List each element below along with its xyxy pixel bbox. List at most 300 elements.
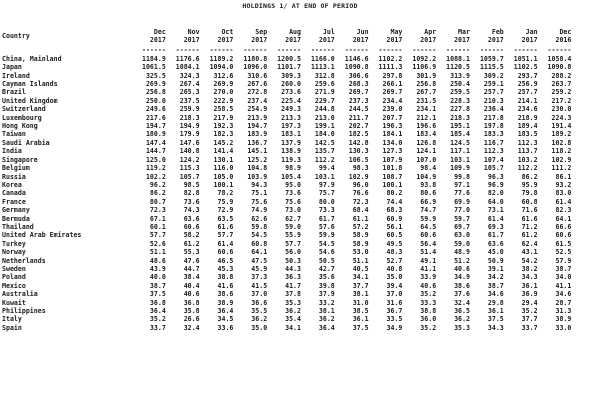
holding-value: 39.8 (318, 281, 335, 290)
holding-value: 80.6 (420, 189, 437, 198)
holding-value: 48.6 (149, 256, 166, 265)
holding-value: 191.4 (551, 122, 572, 131)
holding-value: 124.5 (450, 138, 470, 147)
holding-value: 69.9 (454, 197, 470, 206)
holding-value: 71.2 (521, 222, 538, 231)
holding-value: 179.9 (179, 130, 200, 139)
month-column-header (369, 28, 403, 45)
holding-value: 75.9 (217, 197, 234, 206)
holding-value: 60.1 (149, 222, 166, 231)
country-name: Belgium (2, 164, 30, 173)
holding-value: 35.2 (420, 323, 437, 332)
holding-value: 32.4 (183, 323, 200, 332)
holding-value: 197.3 (281, 122, 301, 131)
holding-value: 40.5 (352, 264, 369, 273)
holding-value: 199.1 (314, 122, 335, 131)
holding-value: 36.8 (183, 298, 200, 307)
holding-value: 59.7 (454, 214, 470, 223)
holding-value: 41.5 (251, 281, 268, 290)
holding-value: 118.2 (551, 147, 572, 156)
country-name: Japan (2, 63, 22, 72)
holding-value: 80.7 (149, 197, 166, 206)
holding-value: 38.8 (217, 273, 234, 282)
holding-value: 66.6 (555, 222, 572, 231)
holding-value: 40.8 (386, 264, 403, 273)
holding-value: 48.3 (386, 248, 403, 257)
holding-value: 119.2 (145, 164, 166, 173)
holding-value: 73.0 (285, 206, 301, 215)
year-label: 2017 (487, 36, 504, 45)
holding-value: 36.5 (454, 307, 470, 315)
holding-value: 145.2 (213, 138, 234, 147)
separator-dashes: ------ (243, 45, 268, 54)
holding-value: 38.8 (420, 307, 437, 315)
holding-value: 259.6 (314, 80, 335, 89)
holding-value: 258.5 (213, 105, 234, 114)
holding-value: 183.3 (483, 130, 504, 139)
holding-value: 107.0 (416, 155, 437, 164)
holding-value: 40.0 (149, 273, 166, 282)
holding-value: 236.4 (483, 105, 504, 114)
holding-value: 73.1 (487, 206, 504, 215)
holding-value: 105.7 (483, 164, 504, 173)
holding-value: 61.2 (521, 231, 538, 240)
month-label: Aug (289, 28, 301, 36)
holding-value: 111.2 (551, 164, 572, 173)
holding-value: 257.7 (517, 88, 538, 97)
holding-value: 127.3 (382, 147, 403, 156)
holding-value: 218.3 (179, 113, 200, 122)
holding-value: 106.5 (348, 155, 369, 164)
table-row (2, 80, 571, 88)
holding-value: 213.3 (281, 113, 301, 122)
country-name: Ireland (2, 71, 30, 80)
country-name: Singapore (2, 155, 38, 164)
holding-value: 38.2 (521, 264, 538, 273)
holding-value: 38.1 (352, 290, 369, 299)
table-row (2, 164, 571, 172)
holding-value: 268.3 (348, 80, 369, 89)
holding-value: 35.5 (251, 307, 268, 315)
holding-value: 96.0 (352, 180, 369, 189)
holding-value: 256.8 (416, 80, 437, 89)
holding-value: 108.7 (382, 172, 403, 181)
holding-value: 138.9 (281, 147, 301, 156)
holding-value: 33.7 (149, 323, 166, 332)
month-column-header (402, 28, 436, 45)
holding-value: 40.6 (183, 290, 200, 299)
holding-value: 59.0 (454, 239, 470, 248)
holding-value: 57.9 (555, 256, 572, 265)
holding-value: 293.7 (517, 71, 538, 80)
separator-dashes: ------ (547, 45, 572, 54)
holding-value: 62.6 (251, 214, 268, 223)
month-label: Apr (424, 28, 437, 36)
table-row (2, 299, 571, 307)
holding-value: 1115.5 (479, 63, 504, 72)
table-row (2, 198, 571, 206)
holding-value: 271.9 (314, 88, 335, 97)
year-label: 2017 (149, 36, 166, 45)
holding-value: 47.6 (183, 256, 200, 265)
holding-value: 36.9 (521, 290, 538, 299)
table-row (2, 55, 571, 63)
country-name: Kuwait (2, 298, 26, 307)
holding-value: 37.7 (352, 281, 369, 290)
holding-value: 69.3 (487, 222, 504, 231)
holding-value: 1189.2 (209, 54, 234, 63)
holding-value: 28.7 (555, 298, 572, 307)
holding-value: 71.6 (521, 206, 538, 215)
separator-row (2, 45, 571, 55)
table-row (2, 147, 571, 155)
holding-value: 97.9 (318, 180, 335, 189)
table-row (2, 282, 571, 290)
holding-value: 40.6 (454, 264, 470, 273)
holding-value: 35.2 (149, 315, 166, 324)
holding-value: 107.9 (382, 155, 403, 164)
holding-value: 1051.1 (513, 54, 538, 63)
document-title: HOLDINGS 1/ AT END OF PERIOD (242, 2, 358, 10)
month-label: Nov (187, 28, 200, 36)
holding-value: 222.9 (213, 96, 234, 105)
holding-value: 136.7 (247, 138, 268, 147)
holding-value: 76.6 (352, 189, 369, 198)
holding-value: 125.2 (247, 155, 268, 164)
holding-value: 34.6 (487, 290, 504, 299)
country-name: Cayman Islands (2, 80, 58, 89)
holding-value: 61.5 (555, 239, 572, 248)
year-label: 2017 (386, 36, 403, 45)
holding-value: 229.7 (314, 96, 335, 105)
holding-value: 31.3 (555, 307, 572, 315)
holding-value: 1090.8 (344, 63, 369, 72)
holding-value: 74.4 (386, 197, 403, 206)
table-row (2, 72, 571, 80)
holding-value: 183.1 (281, 130, 301, 139)
holding-value: 44.3 (285, 264, 301, 273)
holding-value: 1058.4 (547, 54, 572, 63)
holding-value: 61.2 (183, 239, 200, 248)
holding-value: 37.0 (386, 290, 403, 299)
table-row (2, 324, 571, 332)
holding-value: 313.9 (450, 71, 470, 80)
holding-value: 61.4 (487, 214, 504, 223)
holding-value: 33.3 (420, 298, 437, 307)
holding-value: 93.2 (555, 180, 572, 189)
holding-value: 86.2 (149, 189, 166, 198)
holding-value: 116.7 (483, 138, 504, 147)
holding-value: 45.3 (217, 264, 234, 273)
country-name: Germany (2, 206, 30, 215)
holding-value: 189.4 (517, 122, 538, 131)
holding-value: 34.9 (386, 323, 403, 332)
holding-value: 48.9 (454, 248, 470, 257)
holding-value: 104.9 (416, 172, 437, 181)
holding-value: 86.1 (555, 172, 572, 181)
holding-value: 244.5 (348, 105, 369, 114)
holding-value: 217.8 (483, 113, 504, 122)
holding-value: 1096.0 (243, 63, 268, 72)
separator-dashes: ------ (446, 45, 470, 54)
holding-value: 269.7 (348, 88, 369, 97)
holding-value: 249.3 (281, 105, 301, 114)
holding-value: 237.4 (247, 96, 268, 105)
holding-value: 36.7 (386, 307, 403, 315)
holding-value: 113.7 (517, 147, 538, 156)
holding-value: 1120.5 (446, 63, 470, 72)
holding-value: 41.6 (217, 281, 234, 290)
table-row (2, 307, 571, 315)
month-label: Dec (559, 28, 572, 36)
holding-value: 49.5 (386, 239, 403, 248)
holding-value: 306.6 (348, 71, 369, 80)
holding-value: 59.9 (318, 231, 335, 240)
holding-value: 310.6 (247, 71, 268, 80)
holding-value: 34.1 (285, 323, 301, 332)
holding-value: 67.1 (149, 214, 166, 223)
table-row (2, 114, 571, 122)
holding-value: 58.2 (183, 231, 200, 240)
table-row (2, 189, 571, 197)
month-column-header (470, 28, 504, 45)
country-name: Thailand (2, 222, 34, 231)
holding-value: 288.2 (551, 71, 572, 80)
holding-value: 73.3 (318, 206, 335, 215)
holding-value: 80.0 (318, 197, 335, 206)
holding-value: 272.8 (247, 88, 268, 97)
month-column-header (132, 28, 166, 45)
holding-value: 36.4 (318, 323, 335, 332)
holding-value: 142.8 (348, 138, 369, 147)
holding-value: 72.3 (149, 206, 166, 215)
holding-value: 1184.9 (141, 54, 166, 63)
holding-value: 259.2 (551, 88, 572, 97)
holding-value: 34.1 (352, 273, 369, 282)
holding-value: 36.2 (251, 315, 268, 324)
table-row (2, 273, 571, 281)
holding-value: 105.4 (281, 172, 301, 181)
table-row (2, 156, 571, 164)
month-column-header (267, 28, 301, 45)
holding-value: 35.2 (420, 290, 437, 299)
separator-dashes: ------ (277, 45, 301, 54)
holding-value: 256.8 (145, 88, 166, 97)
holding-value: 83.0 (555, 189, 572, 198)
holding-value: 61.7 (318, 214, 335, 223)
holding-value: 197.8 (483, 122, 504, 131)
holding-value: 1061.5 (141, 63, 166, 72)
country-name: United Arab Emirates (2, 231, 82, 240)
holding-value: 31.6 (386, 298, 403, 307)
holding-value: 73.6 (183, 197, 200, 206)
holding-value: 33.9 (420, 273, 437, 282)
month-label: Oct (221, 28, 234, 36)
separator-dashes: ------ (479, 45, 504, 54)
holding-value: 244.8 (314, 105, 335, 114)
holding-value: 61.6 (521, 214, 538, 223)
holding-value: 54.5 (251, 231, 268, 240)
separator-dashes: ------ (378, 45, 403, 54)
holding-value: 33.6 (217, 323, 234, 332)
holding-value: 218.3 (450, 113, 470, 122)
holding-value: 50.5 (318, 256, 335, 265)
holding-value: 38.5 (352, 307, 369, 315)
separator-dashes: ------ (209, 45, 234, 54)
holding-value: 102.2 (145, 172, 166, 181)
year-label: 2016 (555, 36, 572, 45)
country-name: Mexico (2, 281, 26, 290)
holding-value: 82.0 (487, 189, 504, 198)
holding-value: 109.9 (450, 164, 470, 173)
holding-value: 194.7 (145, 122, 166, 131)
holding-value: 183.5 (517, 130, 538, 139)
holding-value: 105.0 (213, 172, 234, 181)
holding-value: 74.9 (251, 206, 268, 215)
holding-value: 60.8 (521, 197, 538, 206)
holding-value: 35.6 (318, 273, 335, 282)
country-name: Poland (2, 273, 26, 282)
country-name: Saudi Arabia (2, 138, 50, 147)
holding-value: 38.6 (217, 290, 234, 299)
holding-value: 297.8 (382, 71, 403, 80)
holding-value: 60.6 (420, 231, 437, 240)
table-row (2, 231, 571, 239)
holding-value: 202.7 (348, 122, 369, 131)
holding-value: 69.7 (454, 222, 470, 231)
header-row (2, 28, 571, 45)
holding-value: 98.5 (183, 180, 200, 189)
holding-value: 57.7 (217, 231, 234, 240)
holding-value: 63.6 (183, 214, 200, 223)
holding-value: 36.3 (285, 273, 301, 282)
holding-value: 42.7 (318, 264, 335, 273)
holding-value: 145.1 (247, 147, 268, 156)
holding-value: 41.1 (555, 281, 572, 290)
holding-value: 103.1 (314, 172, 335, 181)
holding-value: 125.0 (145, 155, 166, 164)
holding-value: 124.1 (416, 147, 437, 156)
holding-value: 130.1 (213, 155, 234, 164)
holding-value: 86.2 (521, 172, 538, 181)
holding-value: 75.6 (251, 197, 268, 206)
month-column-header (233, 28, 267, 45)
holding-value: 52.6 (149, 239, 166, 248)
holding-value: 1166.0 (310, 54, 335, 63)
table-row (2, 130, 571, 138)
table-row (2, 181, 571, 189)
month-column-header (504, 28, 538, 45)
holding-value: 72.9 (217, 206, 234, 215)
holding-value: 55.3 (183, 248, 200, 257)
holding-value: 195.1 (450, 122, 470, 131)
year-label: 2017 (318, 36, 335, 45)
holding-value: 266.1 (382, 80, 403, 89)
year-label: 2017 (420, 36, 437, 45)
table-row (2, 215, 571, 223)
table-row (2, 63, 571, 71)
holding-value: 103.9 (247, 172, 268, 181)
holding-value: 45.9 (251, 264, 268, 273)
holding-value: 60.5 (386, 231, 403, 240)
holding-value: 61.7 (487, 231, 504, 240)
country-name: Russia (2, 172, 26, 181)
holding-value: 73.6 (285, 189, 301, 198)
holding-value: 35.2 (521, 307, 538, 315)
holding-value: 100.1 (382, 180, 403, 189)
month-column-header (335, 28, 369, 45)
holding-value: 217.9 (213, 113, 234, 122)
holding-value: 63.0 (454, 231, 470, 240)
holding-value: 189.2 (551, 130, 572, 139)
holding-value: 112.2 (517, 164, 538, 173)
holding-value: 112.2 (314, 155, 335, 164)
holding-value: 34.2 (487, 273, 504, 282)
holding-value: 50.3 (285, 256, 301, 265)
country-name: Italy (2, 315, 22, 324)
holding-value: 74.7 (420, 206, 437, 215)
holding-value: 1092.2 (412, 54, 437, 63)
holding-value: 44.7 (183, 264, 200, 273)
holding-value: 259.1 (483, 80, 504, 89)
holding-value: 1106.9 (412, 63, 437, 72)
holding-value: 227.8 (450, 105, 470, 114)
holding-value: 117.1 (450, 147, 470, 156)
year-label: 2017 (521, 36, 538, 45)
holding-value: 38.9 (555, 315, 572, 324)
holding-value: 52.5 (555, 248, 572, 257)
holding-value: 49.1 (420, 256, 437, 265)
holding-value: 38.9 (217, 298, 234, 307)
separator-dashes: ------ (344, 45, 369, 54)
holding-value: 1180.8 (243, 54, 268, 63)
holding-value: 59.9 (420, 214, 437, 223)
table-row (2, 206, 571, 214)
holding-value: 270.0 (213, 88, 234, 97)
holding-value: 36.4 (149, 307, 166, 315)
holding-value: 324.3 (179, 71, 200, 80)
holding-value: 47.5 (251, 256, 268, 265)
holding-value: 98.4 (420, 164, 437, 173)
holding-value: 36.1 (521, 281, 538, 290)
holding-value: 41.1 (420, 264, 437, 273)
holding-value: 218.9 (517, 113, 538, 122)
holding-value: 1102.2 (378, 54, 403, 63)
table-row (2, 88, 571, 96)
holding-value: 1094.0 (209, 63, 234, 72)
holding-value: 55.9 (285, 231, 301, 240)
holding-value: 140.8 (179, 147, 200, 156)
holding-value: 103.2 (517, 155, 538, 164)
holding-value: 37.6 (454, 290, 470, 299)
holding-value: 72.3 (352, 197, 369, 206)
separator-dashes: ------ (141, 45, 166, 54)
holding-value: 147.4 (145, 138, 166, 147)
country-name: Norway (2, 248, 26, 257)
separator-dashes: ------ (310, 45, 335, 54)
holding-value: 62.4 (521, 239, 538, 248)
holding-value: 37.8 (285, 290, 301, 299)
holding-value: 101.8 (382, 164, 403, 173)
holding-value: 77.6 (454, 189, 470, 198)
holding-value: 31.0 (352, 298, 369, 307)
country-column-header: Country (2, 32, 30, 41)
month-column-header (538, 28, 572, 45)
month-column-header (436, 28, 470, 45)
holding-value: 34.5 (217, 315, 234, 324)
holding-value: 29.8 (487, 298, 504, 307)
holding-value: 259.9 (179, 105, 200, 114)
